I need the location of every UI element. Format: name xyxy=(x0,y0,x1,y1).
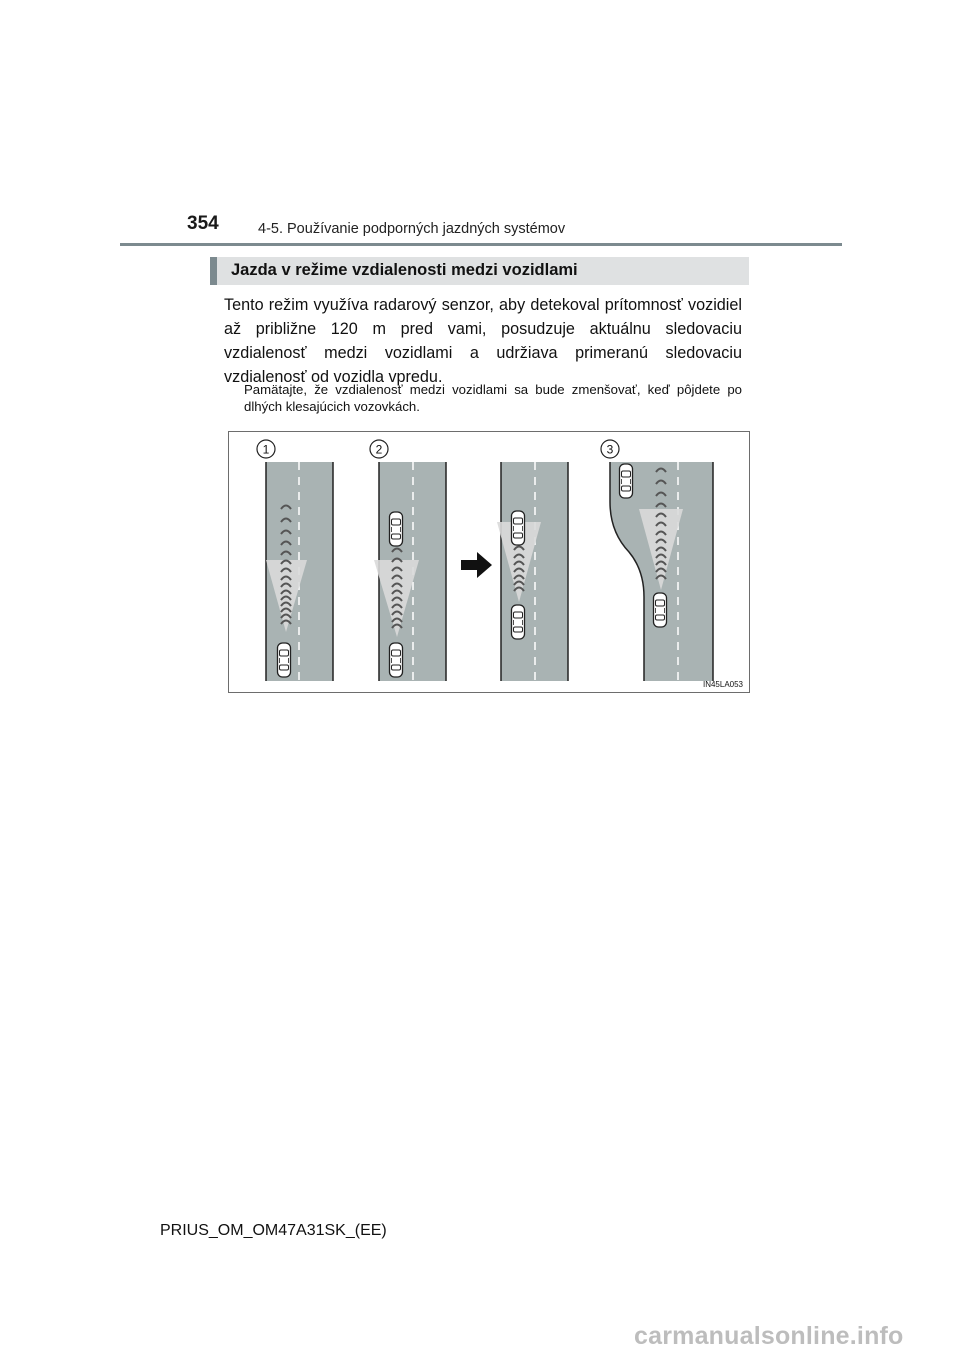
note-paragraph: Pamätajte, že vzdialenosť medzi vozidlami sa bude zmenšovať, keď pôjdete po dlhých klesajúcich vozovkách. xyxy=(244,382,742,414)
heading-box xyxy=(210,257,749,285)
callout-1 xyxy=(257,440,275,458)
car-icon xyxy=(512,605,525,639)
callout-2 xyxy=(370,440,388,458)
figure-illustration xyxy=(228,431,750,693)
road-2 xyxy=(374,462,446,681)
header-rule xyxy=(120,243,842,246)
road-4 xyxy=(610,462,713,681)
section-title: 4-5. Používanie podporných jazdných systémov xyxy=(258,221,566,237)
car-icon xyxy=(390,512,403,546)
car-icon xyxy=(512,511,525,545)
figure-id: IN45LA053 xyxy=(702,680,743,689)
car-icon xyxy=(654,593,667,627)
svg-text:3: 3 xyxy=(606,442,614,457)
heading-title: Jazda v režime vzdialenosti medzi vozidlami xyxy=(231,261,578,279)
car-icon xyxy=(620,464,633,498)
svg-text:2: 2 xyxy=(375,442,383,457)
callout-3 xyxy=(601,440,619,458)
car-icon xyxy=(390,643,403,677)
car-icon xyxy=(278,643,291,677)
page-number: 354 xyxy=(187,213,219,234)
road-3 xyxy=(497,462,568,681)
arrow-right-icon xyxy=(461,552,492,578)
body-paragraph: Tento režim využíva radarový senzor, aby detekoval prítomnosť vozidiel až približne 120 m pred vami, posudzuje aktuálnu sledovaciu vzdialenosť medzi vozidlami a udržiava primeranú sledovaciu vzdialenosť od vozidla vpredu. xyxy=(224,296,742,386)
watermark-text: carmanualsonline.info xyxy=(634,1322,904,1350)
footer-document-code: PRIUS_OM_OM47A31SK_(EE) xyxy=(160,1222,387,1239)
road-1 xyxy=(266,462,333,681)
svg-text:1: 1 xyxy=(262,442,270,457)
